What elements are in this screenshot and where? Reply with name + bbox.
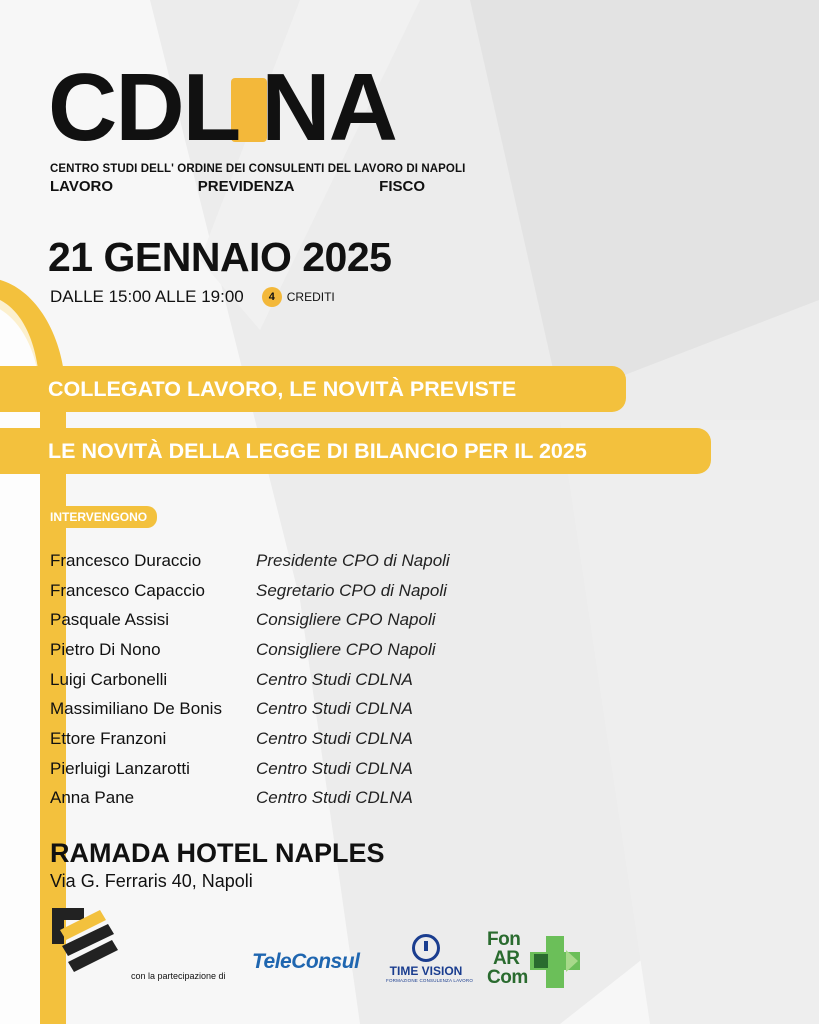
speaker-name: Luigi Carbonelli [50,669,168,689]
speaker-row [50,784,450,814]
logo-word-left: CDL [48,54,240,161]
speaker-role: Consigliere CPO Napoli [256,610,436,630]
fonarcom-line-3: Com [487,967,528,988]
speaker-row [50,665,450,695]
fonarcom-line-1: Fon [487,929,521,950]
speaker-name: Pasquale Assisi [50,610,170,630]
logo-word-right: NA [261,54,396,161]
speaker-name: Pietro Di Nono [50,639,161,659]
logo-topics [50,178,425,195]
speaker-row [50,605,450,635]
speakers-list [50,546,450,813]
speaker-row [50,754,450,784]
speaker-name: Pierluigi Lanzarotti [50,758,190,778]
speaker-role: Segretario CPO di Napoli [256,580,447,600]
logo-topic-previdenza: PREVIDENZA [197,178,295,195]
topic-banner-legge-bilancio: LE NOVITÀ DELLA LEGGE DI BILANCIO PER IL 2025 [0,428,711,474]
speaker-role: Centro Studi CDLNA [256,728,413,748]
speaker-row [50,576,450,606]
speaker-role: Centro Studi CDLNA [256,669,413,689]
speaker-role: Centro Studi CDLNA [256,788,413,808]
speaker-role: Consigliere CPO Napoli [256,639,436,659]
speaker-row [50,724,450,754]
speaker-row [50,694,450,724]
speaker-name: Anna Pane [50,788,135,808]
timevision-tagline: FORMAZIONE CONSULENZA LAVORO [386,978,474,983]
topic-banner-collegato-lavoro: COLLEGATO LAVORO, LE NOVITÀ PREVISTE [0,366,626,412]
fonarcom-line-2: AR [493,948,520,969]
fonarcom-logo [487,930,528,987]
speaker-name: Massimiliano De Bonis [50,699,222,719]
speaker-role: Centro Studi CDLNA [256,758,413,778]
timevision-clock-icon [412,934,440,962]
speakers-title-badge: INTERVENGONO [40,506,157,528]
speaker-role: Presidente CPO di Napoli [256,550,450,570]
speaker-name: Ettore Franzoni [50,728,167,748]
teleconsul-logo: TeleConsul [252,950,360,973]
venue-address: Via G. Ferraris 40, Napoli [50,871,253,891]
speaker-role: Centro Studi CDLNA [256,699,413,719]
event-time-row [50,287,335,307]
credits-label: CREDITI [286,290,335,304]
event-date: 21 GENNAIO 2025 [48,234,392,280]
cdlna-logo [48,54,396,161]
venue-name: RAMADA HOTEL NAPLES [50,838,385,868]
speaker-name: Francesco Duraccio [50,550,202,570]
speaker-name: Francesco Capaccio [50,580,205,600]
speaker-row [50,635,450,665]
logo-topic-fisco: FISCO [379,178,425,195]
logo-subtitle: CENTRO STUDI DELL' ORDINE DEI CONSULENTI DEL LAVORO DI NAPOLI [50,163,466,175]
event-time: DALLE 15:00 ALLE 19:00 [50,287,244,306]
partner-label: con la partecipazione di [131,971,226,981]
timevision-logo [386,934,474,983]
logo-topic-lavoro: LAVORO [50,178,114,195]
credits-badge: 4 [262,287,282,307]
speaker-row [50,546,450,576]
timevision-name: TIME VISION [389,964,463,978]
